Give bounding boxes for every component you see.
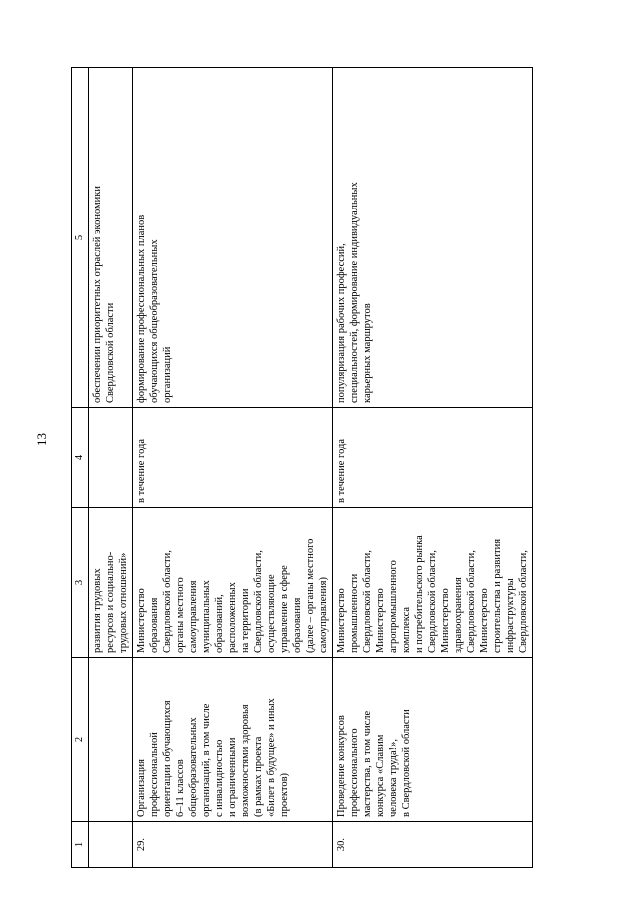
row-period: в течение года [333,408,533,508]
header-col-5: 5 [72,68,89,408]
row-number: 30. [333,822,533,868]
row-title: Проведение конкурсов профессионального мастерства, в том числе конкурса «Славим человека труда!», в Свердловской области [333,658,533,822]
header-col-4: 4 [72,408,89,508]
row-result: формирование профессиональных планов обучающихся общеобразовательных организаций [133,68,333,408]
table-row [333,68,533,868]
row-result: популяризация рабочих профессий, специальностей, формирование индивидуальных карьерных маршрутов [333,68,533,408]
page-number: 13 [34,433,49,446]
row-number: 29. [133,822,333,868]
row-period: в течение года [133,408,333,508]
events-table [71,67,533,868]
rotated-table-sheet [71,68,593,868]
row-title: Организация профессиональной ориентации обучающихся 6–11 классов общеобразовательных организаций, в том числе с инвалидностью и ограниченными возможностями здоровья (в рамках проекта «Билет в будущее» и иных проектов) [133,658,333,822]
header-col-3: 3 [72,508,89,658]
header-col-2: 2 [72,658,89,822]
row-executors: Министерство образования Свердловской области, органы местного самоуправления муниципальных образований, расположенных на территории Свердловской области, осуществляющие управление в сфере образования (далее – органы местного самоуправления) [133,508,333,658]
row-executors: Министерство промышленности Свердловской области, Министерство агропромышленного комплекса и потребительского рынка Свердловской области, Министерство здравоохранения Свердловской области, Министерство строительства и развития инфраструктуры Свердловской области, [333,508,533,658]
continuation-row [89,68,133,868]
header-row [72,68,89,868]
table-row [133,68,333,868]
continuation-executors: развития трудовых ресурсов и социально- трудовых отношений» [89,508,133,658]
header-col-1: 1 [72,822,89,868]
continuation-result: обеспечении приоритетных отраслей экономики Свердловской области [89,68,133,408]
